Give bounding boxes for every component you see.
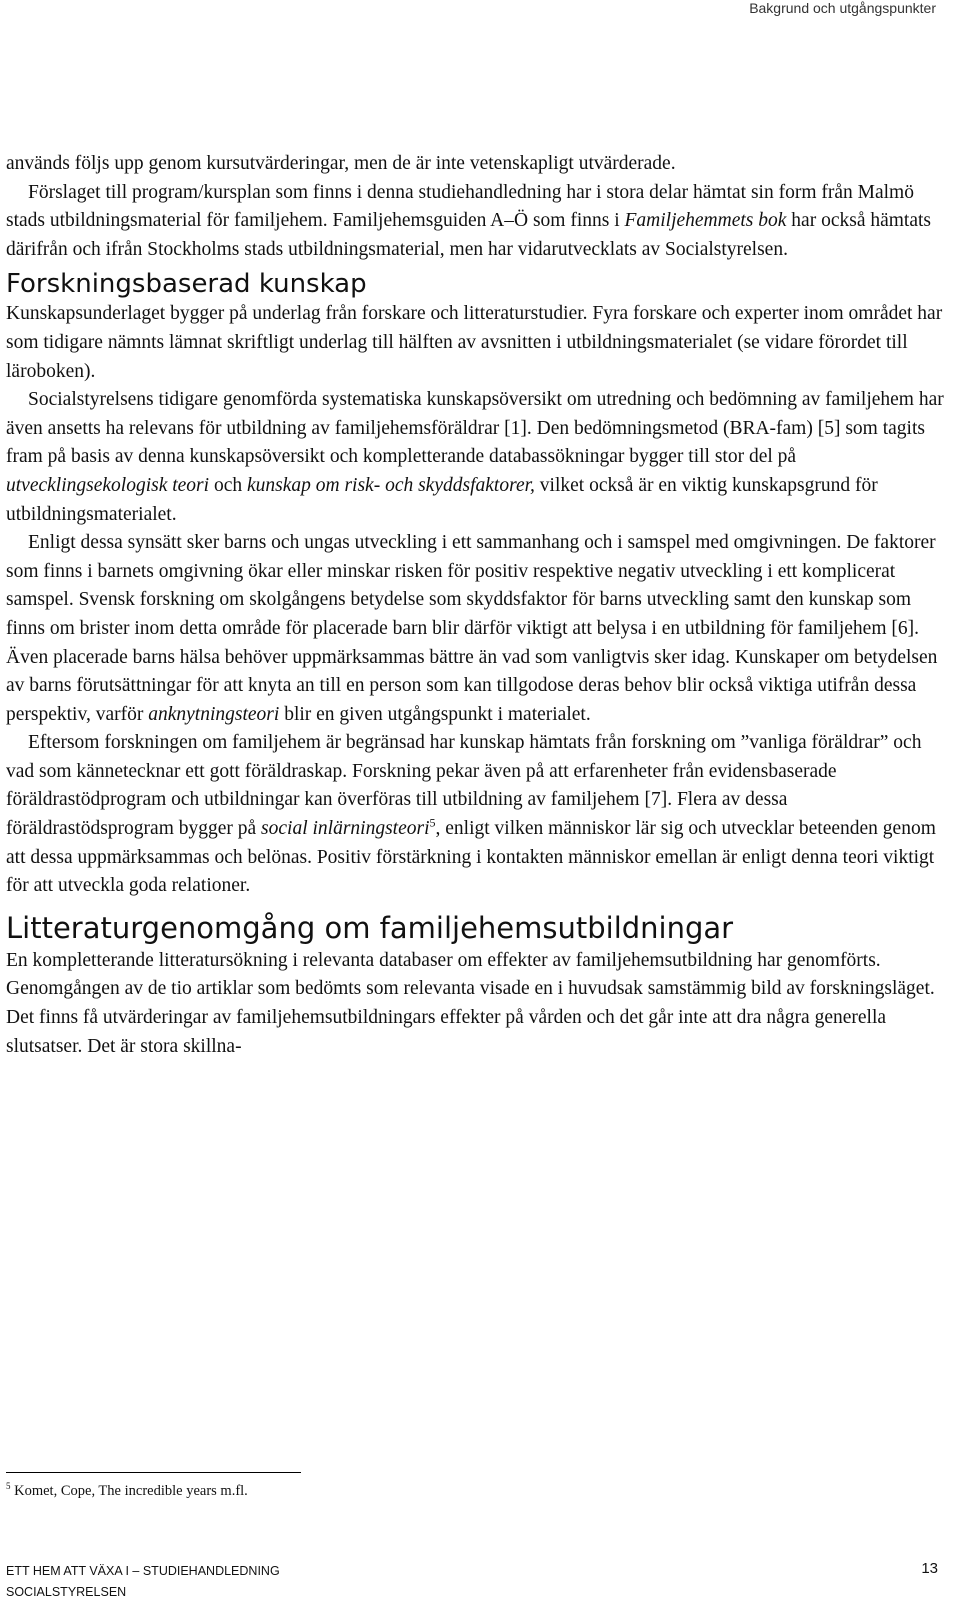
text-run: , enligt vilken människor lär sig och utvecklar beteenden genom att dessa uppmärksammas och belönas. Positiv förstärkning i kontakten människor emellan är enligt denna teori viktigt för att utveckla goda relationer. (6, 818, 936, 897)
footnote-reference: 5 (429, 815, 436, 830)
paragraph (6, 386, 944, 529)
italic-text: utvecklingsekologisk teori (6, 474, 210, 496)
text-run: har också hämtats därifrån och ifrån Stockholms stads utbildningsmaterial, men har vidarutvecklats av Socialstyrelsen. (6, 210, 931, 260)
running-header: Bakgrund och utgångspunkter (749, 0, 936, 16)
footnote-text: Komet, Cope, The incredible years m.fl. (14, 1483, 248, 1499)
footnote (6, 1483, 248, 1500)
page-body (6, 150, 944, 1061)
paragraph: Kunskapsunderlaget bygger på underlag från forskare och litteraturstudier. Fyra forskare och experter inom området har som tidigare nämnts lämnat skriftligt underlag till hälften av avsnitten i utbildningsmaterialet (se vidare förordet till läroboken). (6, 303, 943, 382)
page-number: 13 (921, 1560, 938, 1577)
paragraph: En kompletterande litteratursökning i relevanta databaser om effekter av familjehemsutbildning har genomförts. Genomgången av de tio artiklar som bedömts som relevanta visade en i huvudsak samstämmig bild av forskningsläget. Det finns få utvärderingar av familjehemsutbildningars effekter på vården och det går inte att dra några generella slutsatser. Det är stora skillna- (6, 949, 935, 1057)
text-run: Förslaget till program/kursplan som finns i denna studiehandledning har i stora delar hämtat sin form från Malmö stads utbildningsmaterial för familjehem. Familjehemsguiden A–Ö som finns i (6, 181, 914, 232)
section-heading: Litteraturgenomgång om familjehemsutbildningar (6, 910, 734, 945)
italic-text: Familjehemmets bok (624, 210, 787, 232)
paragraph (6, 729, 944, 901)
text-run: vilket också är en viktig kunskapsgrund för utbildningsmaterialet. (6, 474, 878, 525)
italic-text: kunskap om risk- och skyddsfaktorer, (246, 474, 535, 496)
text-run: Eftersom forskningen om familjehem är begränsad har kunskap hämtats från forskning om ”vanliga föräldrar” och vad som kännetecknar ett gott föräldraskap. Forskning pekar även på att erfarenheter från evidensbaserade föräldrastödprogram och utbildningar kan överföras till utbildning av familjehem [7]. Flera av dessa föräldrastödsprogram bygger på (6, 732, 922, 840)
publication-title: ETT HEM ATT VÄXA I – STUDIEHANDLEDNING (6, 1564, 280, 1578)
footnote-divider (6, 1472, 301, 1473)
paragraph (6, 179, 944, 265)
section-heading: Forskningsbaserad kunskap (6, 269, 367, 300)
paragraph: används följs upp genom kursutvärderingar, men de är inte vetenskapligt utvärderade. (6, 153, 676, 174)
page-footer (6, 1561, 280, 1603)
italic-text: social inlärningsteori (261, 818, 430, 840)
footnote-number: 5 (6, 1481, 11, 1491)
paragraph (6, 529, 944, 729)
text-run: och (209, 474, 247, 496)
text-run: Socialstyrelsens tidigare genomförda systematiska kunskapsöversikt om utredning och bedömning av familjehem har även ansetts ha relevans för utbildning av familjehemsföräldrar [1]. Den bedömningsmetod (BRA-fam) [5] som tagits fram på basis av denna kunskapsöversikt och kompletterande databassökningar bygger till stor del på (6, 389, 944, 468)
text-run: blir en given utgångspunkt i materialet. (279, 703, 591, 725)
italic-text: anknytningsteori (148, 703, 280, 725)
publisher-name: SOCIALSTYRELSEN (6, 1585, 127, 1599)
text-run: Enligt dessa synsätt sker barns och ungas utveckling i ett sammanhang och i samspel med omgivningen. De faktorer som finns i barnets omgivning ökar eller minskar risken för positiv respektive negativ utveckling i ett komplicerat samspel. Svensk forskning om skolgångens betydelse som skyddsfaktor för barns utveckling samt den kunskap som finns om brister inom detta område för placerade barn blir därför viktigt att belysa i en utbildning för familjehem [6]. Även placerade barns hälsa behöver uppmärksammas bättre än vad som vanligtvis sker idag. Kunskaper om betydelsen av barns förutsättningar för att knyta an till en person som kan tillgodose deras behov blir också viktiga utifrån dessa perspektiv, varför (6, 532, 938, 725)
